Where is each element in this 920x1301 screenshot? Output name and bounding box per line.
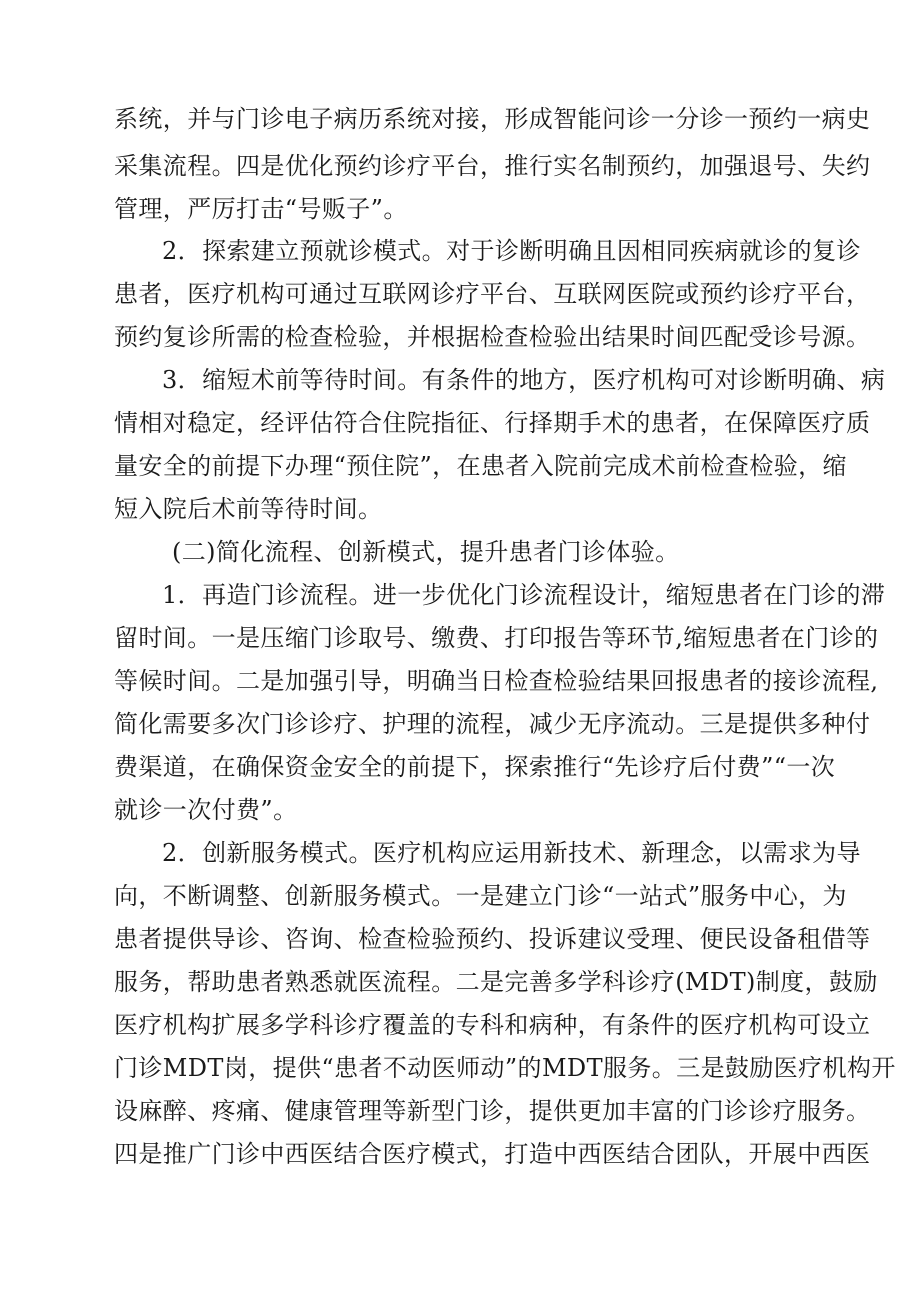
text-line: 就诊一次付费”。 [114, 796, 298, 824]
text-line: 四是推广门诊中西医结合医疗模式，打造中西医结合团队，开展中西医 [114, 1140, 871, 1168]
text-line: 简化需要多次门诊诊疗、护理的流程，减少无序流动。三是提供多种付 [114, 710, 871, 738]
paragraph-start-line: 2．创新服务模式。医疗机构应运用新技术、新理念，以需求为导 [162, 839, 861, 867]
text-line: 情相对稳定，经评估符合住院指征、行择期手术的患者，在保障医疗质 [114, 409, 871, 437]
text-line: 医疗机构扩展多学科诊疗覆盖的专科和病种，有条件的医疗机构可设立 [114, 1011, 871, 1039]
text-line: 短入院后术前等待时间。 [114, 495, 383, 523]
paragraph-start-line: 1．再造门诊流程。进一步优化门诊流程设计，缩短患者在门诊的滞 [162, 581, 886, 609]
text-line: 费渠道，在确保资金安全的前提下，探索推行“先诊疗后付费”“一次 [114, 753, 836, 781]
section-heading: (二)简化流程、创新模式，提升患者门诊体验。 [172, 538, 680, 566]
text-line: 采集流程。四是优化预约诊疗平台，推行实名制预约，加强退号、失约 [114, 152, 871, 180]
text-line: 系统，并与门诊电子病历系统对接，形成智能问诊一分诊一预约一病史 [114, 105, 871, 133]
text-line: 服务，帮助患者熟悉就医流程。二是完善多学科诊疗(MDT)制度，鼓励 [114, 968, 878, 996]
text-line: 留时间。一是压缩门诊取号、缴费、打印报告等环节,缩短患者在门诊的 [114, 624, 879, 652]
text-line: 向，不断调整、创新服务模式。一是建立门诊“一站式”服务中心，为 [114, 882, 847, 910]
text-line: 患者，医疗机构可通过互联网诊疗平台、互联网医院或预约诊疗平台， [114, 280, 871, 308]
text-line: 门诊MDT岗，提供“患者不动医师动”的MDT服务。三是鼓励医疗机构开 [114, 1054, 896, 1082]
text-line: 患者提供导诊、咨询、检查检验预约、投诉建议受理、便民设备租借等 [114, 925, 871, 953]
text-line: 等候时间。二是加强引导，明确当日检查检验结果回报患者的接诊流程, [114, 667, 879, 695]
text-line: 预约复诊所需的检查检验，并根据检查检验出结果时间匹配受诊号源。 [114, 323, 871, 351]
text-line: 设麻醉、疼痛、健康管理等新型门诊，提供更加丰富的门诊诊疗服务。 [114, 1097, 871, 1125]
paragraph-start-line: 2．探索建立预就诊模式。对于诊断明确且因相同疾病就诊的复诊 [162, 237, 861, 265]
text-line: 量安全的前提下办理“预住院”，在患者入院前完成术前检查检验，缩 [114, 452, 847, 480]
text-line: 管理，严厉打击“号贩子”。 [114, 195, 408, 223]
paragraph-start-line: 3．缩短术前等待时间。有条件的地方，医疗机构可对诊断明确、病 [162, 366, 886, 394]
